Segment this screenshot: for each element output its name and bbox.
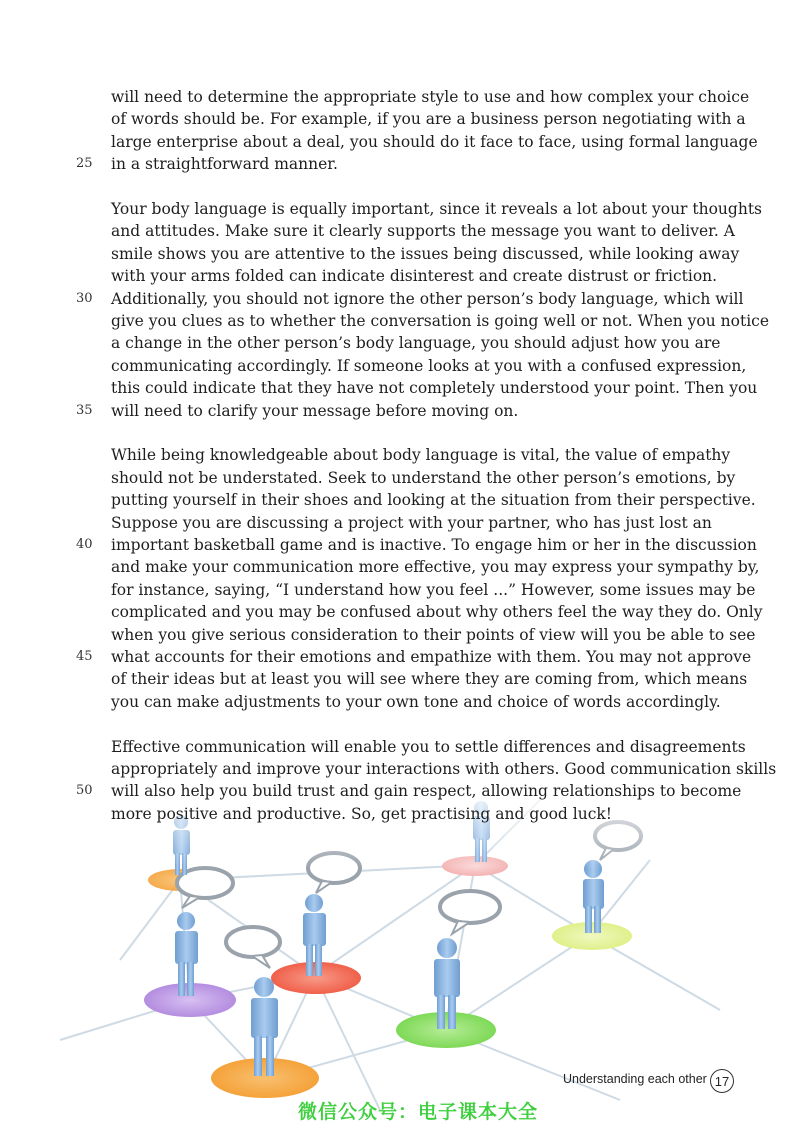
- text-line: when you give serious consideration to their points of view will you be able to see: [111, 625, 756, 644]
- text-line: give you clues as to whether the conversation is going well or not. When you notice: [111, 312, 770, 330]
- text-line: While being knowledgeable about body language is vital, the value of empathy: [111, 446, 731, 465]
- text-line: in a straightforward manner.: [111, 155, 338, 174]
- text-line: complicated and you may be confused about why others feel the way they do. Only: [111, 603, 763, 622]
- watermark-text: 微信公众号：电子课本大全: [298, 1101, 539, 1123]
- line-number: 25: [76, 156, 93, 172]
- text-line: and attitudes. Make sure it clearly supports the message you want to deliver. A: [111, 222, 735, 241]
- text-line: should not be understated. Seek to understand the other person’s emotions, by: [111, 468, 736, 487]
- text-line: Suppose you are discussing a project with your partner, who has just lost an: [111, 513, 712, 532]
- text-line: of their ideas but at least you will see where they are coming from, which means: [111, 670, 748, 689]
- text-line: this could indicate that they have not completely understood your point. Then you: [111, 379, 758, 398]
- text-line: Additionally, you should not ignore the other person’s body language, which will: [111, 289, 744, 308]
- line-number: 50: [76, 783, 93, 799]
- text-line: what accounts for their emotions and empathize with them. You may not approve: [111, 648, 752, 666]
- line-number: 40: [76, 537, 93, 552]
- running-footer-title: Understanding each other: [563, 1072, 707, 1086]
- text-line: you can make adjustments to your own tone and choice of words accordingly.: [111, 692, 721, 711]
- text-line: appropriately and improve your interactions with others. Good communication skills: [111, 760, 777, 778]
- text-line: smile shows you are attentive to the issues being discussed, while looking away: [111, 244, 740, 263]
- text-line: communicating accordingly. If someone looks at you with a confused expression,: [111, 356, 747, 375]
- text-line: will also help you build trust and gain respect, allowing relationships to become: [111, 782, 742, 801]
- text-line: for instance, saying, “I understand how you feel ...” However, some issues may be: [111, 580, 756, 599]
- text-line: large enterprise about a deal, you should do it face to face, using formal language: [111, 132, 758, 151]
- line-number: 45: [76, 649, 93, 664]
- text-line: will need to clarify your message before moving on.: [111, 401, 519, 420]
- line-number: 35: [76, 402, 93, 418]
- page-number-label: 17: [714, 1073, 730, 1089]
- page-number: [710, 1069, 734, 1093]
- line-number: 30: [76, 290, 93, 306]
- text-line: with your arms folded can indicate disinterest and create distrust or friction.: [111, 267, 718, 286]
- text-line: more positive and productive. So, get practising and good luck!: [111, 804, 613, 823]
- text-line: of words should be. For example, if you are a business person negotiating with a: [111, 110, 746, 129]
- text-line: a change in the other person’s body language, you should adjust how you are: [111, 334, 721, 353]
- text-line: and make your communication more effective, you may express your sympathy by,: [111, 558, 760, 577]
- text-line: putting yourself in their shoes and looking at the situation from their perspective.: [111, 491, 756, 510]
- text-line: important basketball game and is inactive. To engage him or her in the discussion: [111, 536, 757, 554]
- text-line: will need to determine the appropriate style to use and how complex your choice: [111, 88, 750, 106]
- text-line: Effective communication will enable you to settle differences and disagreements: [111, 737, 746, 756]
- text-line: Your body language is equally important, since it reveals a lot about your thoughts: [111, 200, 762, 218]
